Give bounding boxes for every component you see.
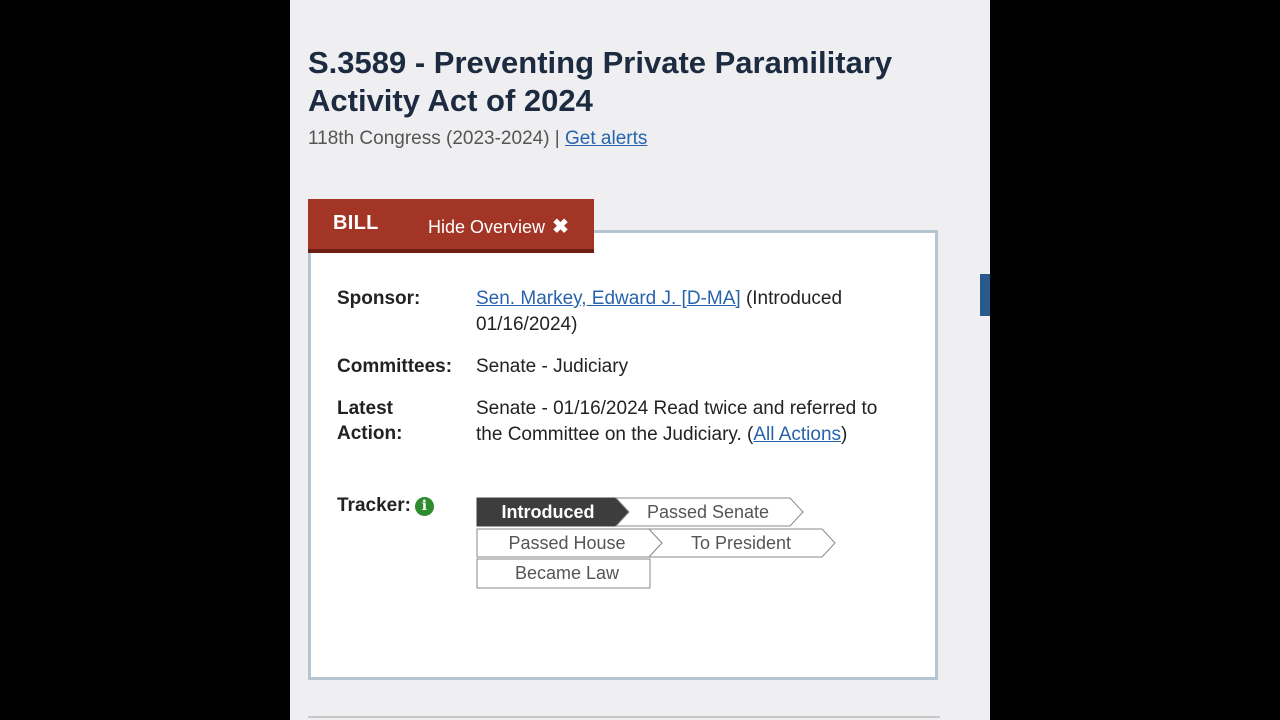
congress-label: 118th Congress (2023-2024): [308, 128, 550, 149]
feedback-tab-edge[interactable]: [980, 274, 990, 316]
hide-overview-label: Hide Overview: [428, 217, 546, 237]
separator: |: [549, 128, 566, 149]
tracker-step-became-law-label: Became Law: [514, 563, 620, 583]
committees-value: Senate - Judiciary: [476, 356, 629, 377]
tracker-step-passed-senate-label: Passed Senate: [646, 502, 770, 522]
all-actions-link[interactable]: All Actions: [753, 423, 842, 445]
latest-action-close: ): [841, 423, 848, 445]
bill-tab[interactable]: BILL: [333, 212, 379, 234]
committees-label: Committees:: [337, 356, 453, 377]
tracker-step-introduced-label: Introduced: [501, 502, 595, 522]
close-icon: ✖: [552, 216, 569, 238]
tracker: [290, 0, 990, 720]
tracker-step-passed-house-label: Passed House: [508, 533, 626, 553]
tracker-label: Tracker:: [337, 495, 411, 516]
sponsor-link[interactable]: Sen. Markey, Edward J. [D-MA]: [476, 288, 741, 309]
get-alerts-link[interactable]: Get alerts: [565, 128, 648, 149]
sponsor-introduced: (Introduced 01/16/2024): [476, 288, 843, 335]
latest-action-label-line2: Action:: [337, 423, 403, 444]
divider: [308, 716, 940, 718]
tracker-step-to-president-label: To President: [690, 533, 792, 553]
page-title: S.3589 - Preventing Private Paramilitary Activity Act of 2024: [308, 45, 893, 118]
info-icon[interactable]: i: [415, 497, 434, 516]
latest-action-label-line1: Latest: [337, 398, 393, 419]
bill-page: [290, 0, 990, 720]
sponsor-label: Sponsor:: [337, 288, 421, 309]
latest-action-text: Senate - 01/16/2024 Read twice and referred to the Committee on the Judiciary. (: [476, 398, 878, 445]
